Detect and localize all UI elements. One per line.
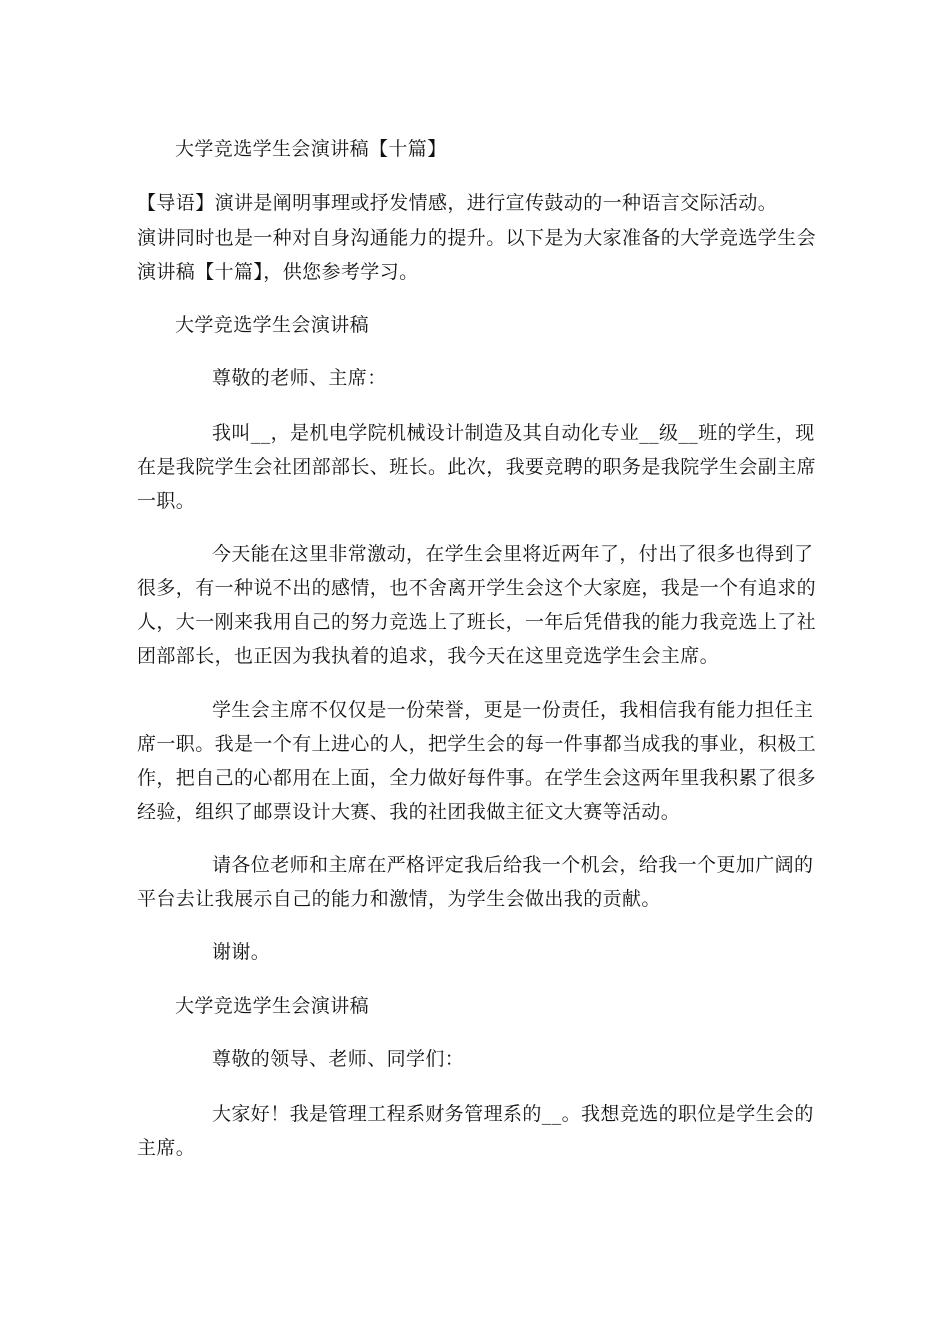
speech1-p2-line-4: 团部部长，也正因为我执着的追求，我今天在这里竞选学生会主席。 <box>137 645 720 667</box>
speech1-p1-line-2: 在是我院学生会社团部部长、班长。此次，我要竞聘的职务是我院学生会副主席 <box>137 456 817 478</box>
speech2-p1-line-2: 主席。 <box>137 1137 196 1159</box>
speech2-heading: 大学竞选学生会演讲稿 <box>175 995 370 1017</box>
speech1-p1-line-1: 我叫__，是机电学院机械设计制造及其自动化专业__级__班的学生，现 <box>212 422 815 444</box>
speech1-p2-line-1: 今天能在这里非常激动，在学生会里将近两年了，付出了很多也得到了 <box>212 543 814 565</box>
speech1-p3-line-3: 作，把自己的心都用在上面，全力做好每件事。在学生会这两年里我积累了很多 <box>137 767 817 789</box>
speech1-salutation: 尊敬的老师、主席： <box>212 367 387 389</box>
speech1-p3-line-4: 经验，组织了邮票设计大赛、我的社团我做主征文大赛等活动。 <box>137 801 681 823</box>
speech1-p4-line-1: 请各位老师和主席在严格评定我后给我一个机会，给我一个更加广阔的 <box>212 854 814 876</box>
intro-line-2: 演讲同时也是一种对自身沟通能力的提升。以下是为大家准备的大学竞选学生会 <box>137 227 817 249</box>
intro-line-3: 演讲稿【十篇】，供您参考学习。 <box>137 261 419 283</box>
speech1-p4-line-2: 平台去让我展示自己的能力和激情，为学生会做出我的贡献。 <box>137 888 661 910</box>
speech1-p3-line-1: 学生会主席不仅仅是一份荣誉，更是一份责任，我相信我有能力担任主 <box>212 699 814 721</box>
speech1-p2-line-3: 人，大一刚来我用自己的努力竞选上了班长，一年后凭借我的能力我竞选上了社 <box>137 611 817 633</box>
speech2-p1-line-1: 大家好！我是管理工程系财务管理系的__。我想竞选的职位是学生会的 <box>212 1103 814 1125</box>
speech1-p2-line-2: 很多，有一种说不出的感情，也不舍离开学生会这个大家庭，我是一个有追求的 <box>137 577 817 599</box>
document-title: 大学竞选学生会演讲稿【十篇】 <box>175 138 447 160</box>
speech2-salutation: 尊敬的领导、老师、同学们： <box>212 1048 465 1070</box>
speech1-p3-line-2: 席一职。我是一个有上进心的人，把学生会的每一件事都当成我的事业，积极工 <box>137 733 817 755</box>
speech1-heading: 大学竞选学生会演讲稿 <box>175 314 370 336</box>
speech1-p1-line-3: 一职。 <box>137 490 196 512</box>
intro-line-1: 【导语】演讲是阐明事理或抒发情感，进行宣传鼓动的一种语言交际活动。 <box>137 192 778 214</box>
speech1-closing: 谢谢。 <box>212 941 271 963</box>
